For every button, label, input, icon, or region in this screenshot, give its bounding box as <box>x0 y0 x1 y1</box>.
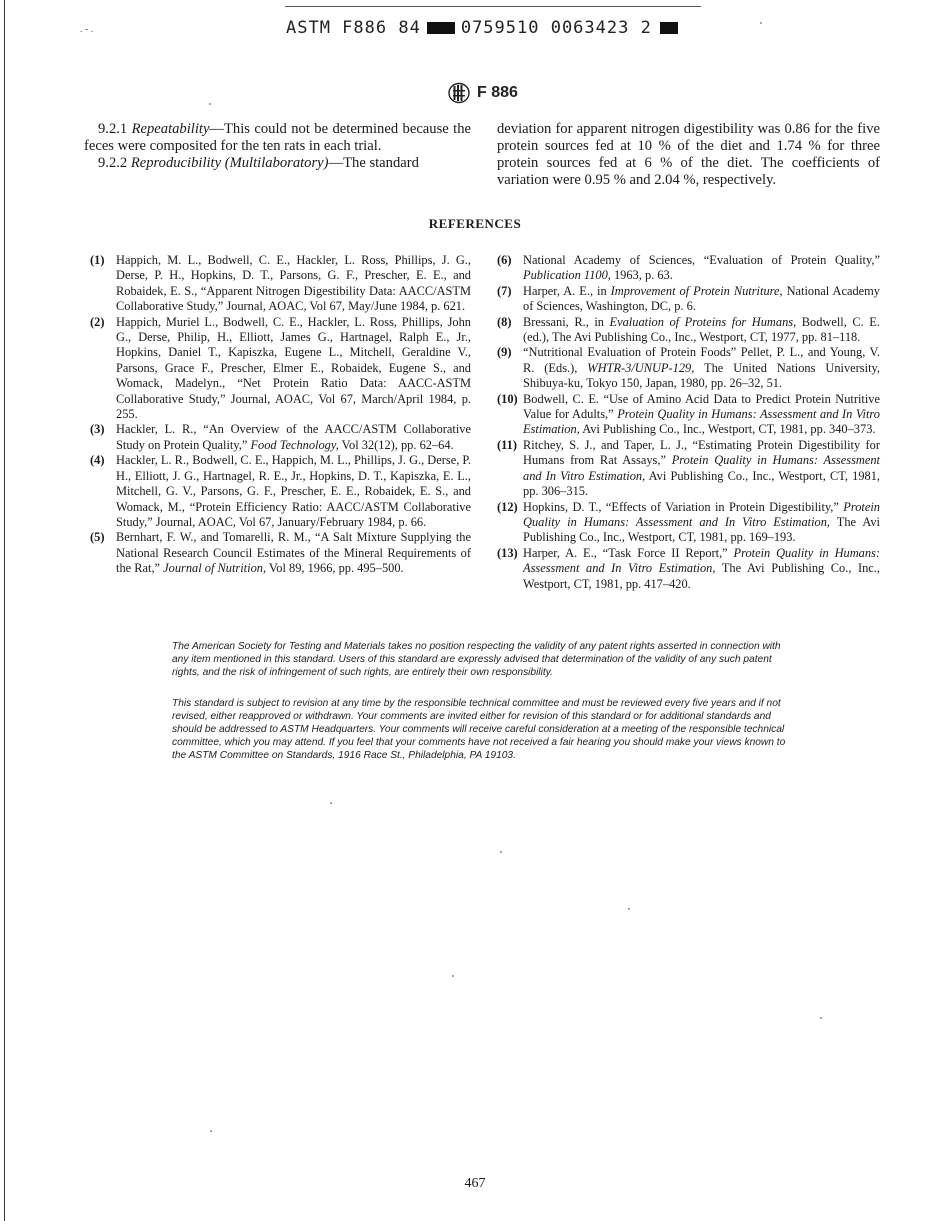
reference-number: (12) <box>497 499 518 514</box>
reference-number: (2) <box>90 314 105 329</box>
designation-number: F 886 <box>477 84 518 101</box>
patent-notice: The American Society for Testing and Materials takes no position respecting the validity of any patent rights asserted in connection with any item mentioned in this standard. Users of this standard are expressly advised that determination of the validity of any such patent rights, and the risk of infringement of such rights, are entirely their own responsibility. <box>172 641 781 678</box>
scan-speck <box>500 851 502 853</box>
reference-item <box>90 253 471 315</box>
reference-text: Ritchey, S. J., and Taper, L. J., “Estimating Protein Digestibility for Humans from Rat Assays,” Protein Quality in Humans: Assessment and In Vitro Estimation, Avi Publishing Co., Inc., Westport, CT, 1981, pp. 306–315. <box>523 437 880 499</box>
redaction-bar <box>427 22 455 34</box>
scan-speck <box>209 103 211 105</box>
references-left-column <box>90 253 471 577</box>
reference-text: Harper, A. E., in Improvement of Protein Nutriture, National Academy of Sciences, Washington, DC, p. 6. <box>523 283 880 314</box>
reference-number: (1) <box>90 253 105 267</box>
header-document-code <box>286 18 684 38</box>
scan-speck <box>760 22 762 24</box>
reference-item <box>497 315 880 346</box>
reference-text: Bernhart, F. W., and Tomarelli, R. M., “A Salt Mixture Supplying the National Research Council Estimates of the Mineral Requirements of the Rat,” Journal of Nutrition, Vol 89, 1966, pp. 495–500. <box>116 530 471 576</box>
header-code-left: ASTM F886 84 <box>286 18 421 38</box>
reference-text: Bodwell, C. E. “Use of Amino Acid Data to Predict Protein Nutritive Value for Adults,” Protein Quality in Humans: Assessment and In Vitro Estimation, Avi Publishing Co., Inc., Westport, CT, 1981, pp. 340–373. <box>523 391 880 437</box>
scan-edge-line <box>4 0 5 1221</box>
reference-number: (5) <box>90 530 105 545</box>
reference-number: (3) <box>90 422 105 437</box>
header-code-middle: 0759510 0063423 2 <box>460 18 652 38</box>
reference-number: (11) <box>497 437 517 452</box>
intro-left-column <box>84 121 471 172</box>
references-right-column <box>497 253 880 592</box>
scan-speck <box>452 975 454 977</box>
page-number: 467 <box>464 1176 486 1191</box>
reference-item <box>497 345 880 391</box>
reference-text: Bressani, R., in Evaluation of Proteins for Humans, Bodwell, C. E. (ed.), The Avi Publishing Co., Inc., Westport, CT, 1977, pp. 81–118. <box>523 314 880 345</box>
reference-item <box>90 453 471 530</box>
revision-notice: This standard is subject to revision at any time by the responsible technical committee and must be reviewed every five years and if not revised, either reapproved or withdrawn. Your comments are invited either for revision of this standard or for additional standards and should be addressed to ASTM Headquarters. Your comments will receive careful consideration at a meeting of the responsible technical committee, which you may attend. If you feel that your comments have not received a fair hearing you should make your views known to the ASTM Committee on Standards, 1916 Race St., Philadelphia, PA 19103. <box>172 698 786 761</box>
reference-text: Hackler, L. R., “An Overview of the AACC/ASTM Collaborative Study on Protein Quality,” Food Technology, Vol 32(12), pp. 62–64. <box>116 422 471 452</box>
paragraph-9-2-2: 9.2.2 Reproducibility (Multilaboratory)—The standard <box>98 155 419 171</box>
reference-item <box>497 392 880 438</box>
astm-logo-icon <box>447 82 471 104</box>
reference-item <box>497 546 880 592</box>
paragraph-continuation: deviation for apparent nitrogen digestibility was 0.86 for the five protein sources fed at 10 % of the diet and 1.74 % for three protein sources fed at 6 % of the diet. The coefficients of variation were 0.95 % and 2.04 %, respectively. <box>497 121 880 188</box>
reference-item <box>497 438 880 500</box>
header-rule <box>285 6 701 7</box>
reference-item <box>497 284 880 315</box>
reference-item <box>90 530 471 576</box>
reference-text: National Academy of Sciences, “Evaluation of Protein Quality,” Publication 1100, 1963, p. 63. <box>523 253 880 283</box>
scan-speck <box>628 908 630 910</box>
reference-item <box>90 422 471 453</box>
standard-designation <box>447 82 518 104</box>
paragraph-9-2-1: 9.2.1 Repeatability—This could not be determined because the feces were composited for the ten rats in each trial. <box>84 121 471 154</box>
intro-right-column <box>497 121 880 189</box>
reference-text: Hopkins, D. T., “Effects of Variation in Protein Digestibility,” Protein Quality in Humans: Assessment and In Vitro Estimation, The Avi Publishing Co., Inc., Westport, CT, 1981, pp. 169–193. <box>523 499 880 545</box>
reference-text: Harper, A. E., “Task Force II Report,” Protein Quality in Humans: Assessment and In Vitro Estimation, The Avi Publishing Co., Inc., Westport, CT, 1981, pp. 417–420. <box>523 545 880 591</box>
references-heading: REFERENCES <box>428 216 522 231</box>
reference-text: Hackler, L. R., Bodwell, C. E., Happich, M. L., Phillips, J. G., Derse, P. H., Elliott, J. G., Hartnagel, R. E., Jr., Hopkins, D. T., Kapiszka, E. L., Mitchell, G. V., Parsons, G. F., Prescher, E. E., Robaidek, E. S., and Womack, M., “Protein Efficiency Ratio: AACC/ASTM Collaborative Study,” Journal, AOAC, Vol 67, January/February 1984, p. 66. <box>116 453 472 529</box>
reference-item <box>497 500 880 546</box>
reference-text: Happich, M. L., Bodwell, C. E., Hackler, L. Ross, Phillips, J. G., Derse, P. H., Hopkins, D. T., Parsons, G. F., Prescher, E. E., and Robaidek, E. S., “Apparent Nitrogen Digestibility Data: AACC/ASTM Collaborative Study,” Journal, AOAC, Vol 67, May/June 1984, p. 621. <box>116 253 471 314</box>
reference-number: (7) <box>497 283 512 298</box>
reference-item <box>497 253 880 284</box>
reference-number: (10) <box>497 391 518 406</box>
redaction-bar <box>660 22 678 34</box>
scan-speck <box>820 1017 822 1019</box>
reference-number: (4) <box>90 453 105 468</box>
reference-number: (13) <box>497 545 518 560</box>
scan-speck <box>210 1130 212 1132</box>
reference-number: (6) <box>497 253 512 267</box>
reference-item <box>90 315 471 423</box>
reference-number: (8) <box>497 314 512 329</box>
margin-marks: . - . <box>80 24 94 35</box>
reference-number: (9) <box>497 345 512 360</box>
reference-text: “Nutritional Evaluation of Protein Foods” Pellet, P. L., and Young, V. R. (Eds.), WHTR-3/UNUP-129, The United Nations University, Shibuya-ku, Tokyo 150, Japan, 1980, pp. 26–32, 51. <box>523 345 880 391</box>
reference-text: Happich, Muriel L., Bodwell, C. E., Hackler, L. Ross, Phillips, John G., Derse, Philip, H., Elliott, James G., Hartnagel, Ralph E., Jr., Hopkins, Daniel T., Kapiszka, Eugene L., Mitchell, Geraldine V., Parsons, Grace F., Prescher, Elmer E., Robaidek, Eugene S., and Womack, Madelyn., “Net Protein Ratio Data: AACC-ASTM Collaborative Study,” Journal, AOAC, Vol 67, March/April 1984, p. 255. <box>116 314 471 422</box>
scan-speck <box>330 802 332 804</box>
